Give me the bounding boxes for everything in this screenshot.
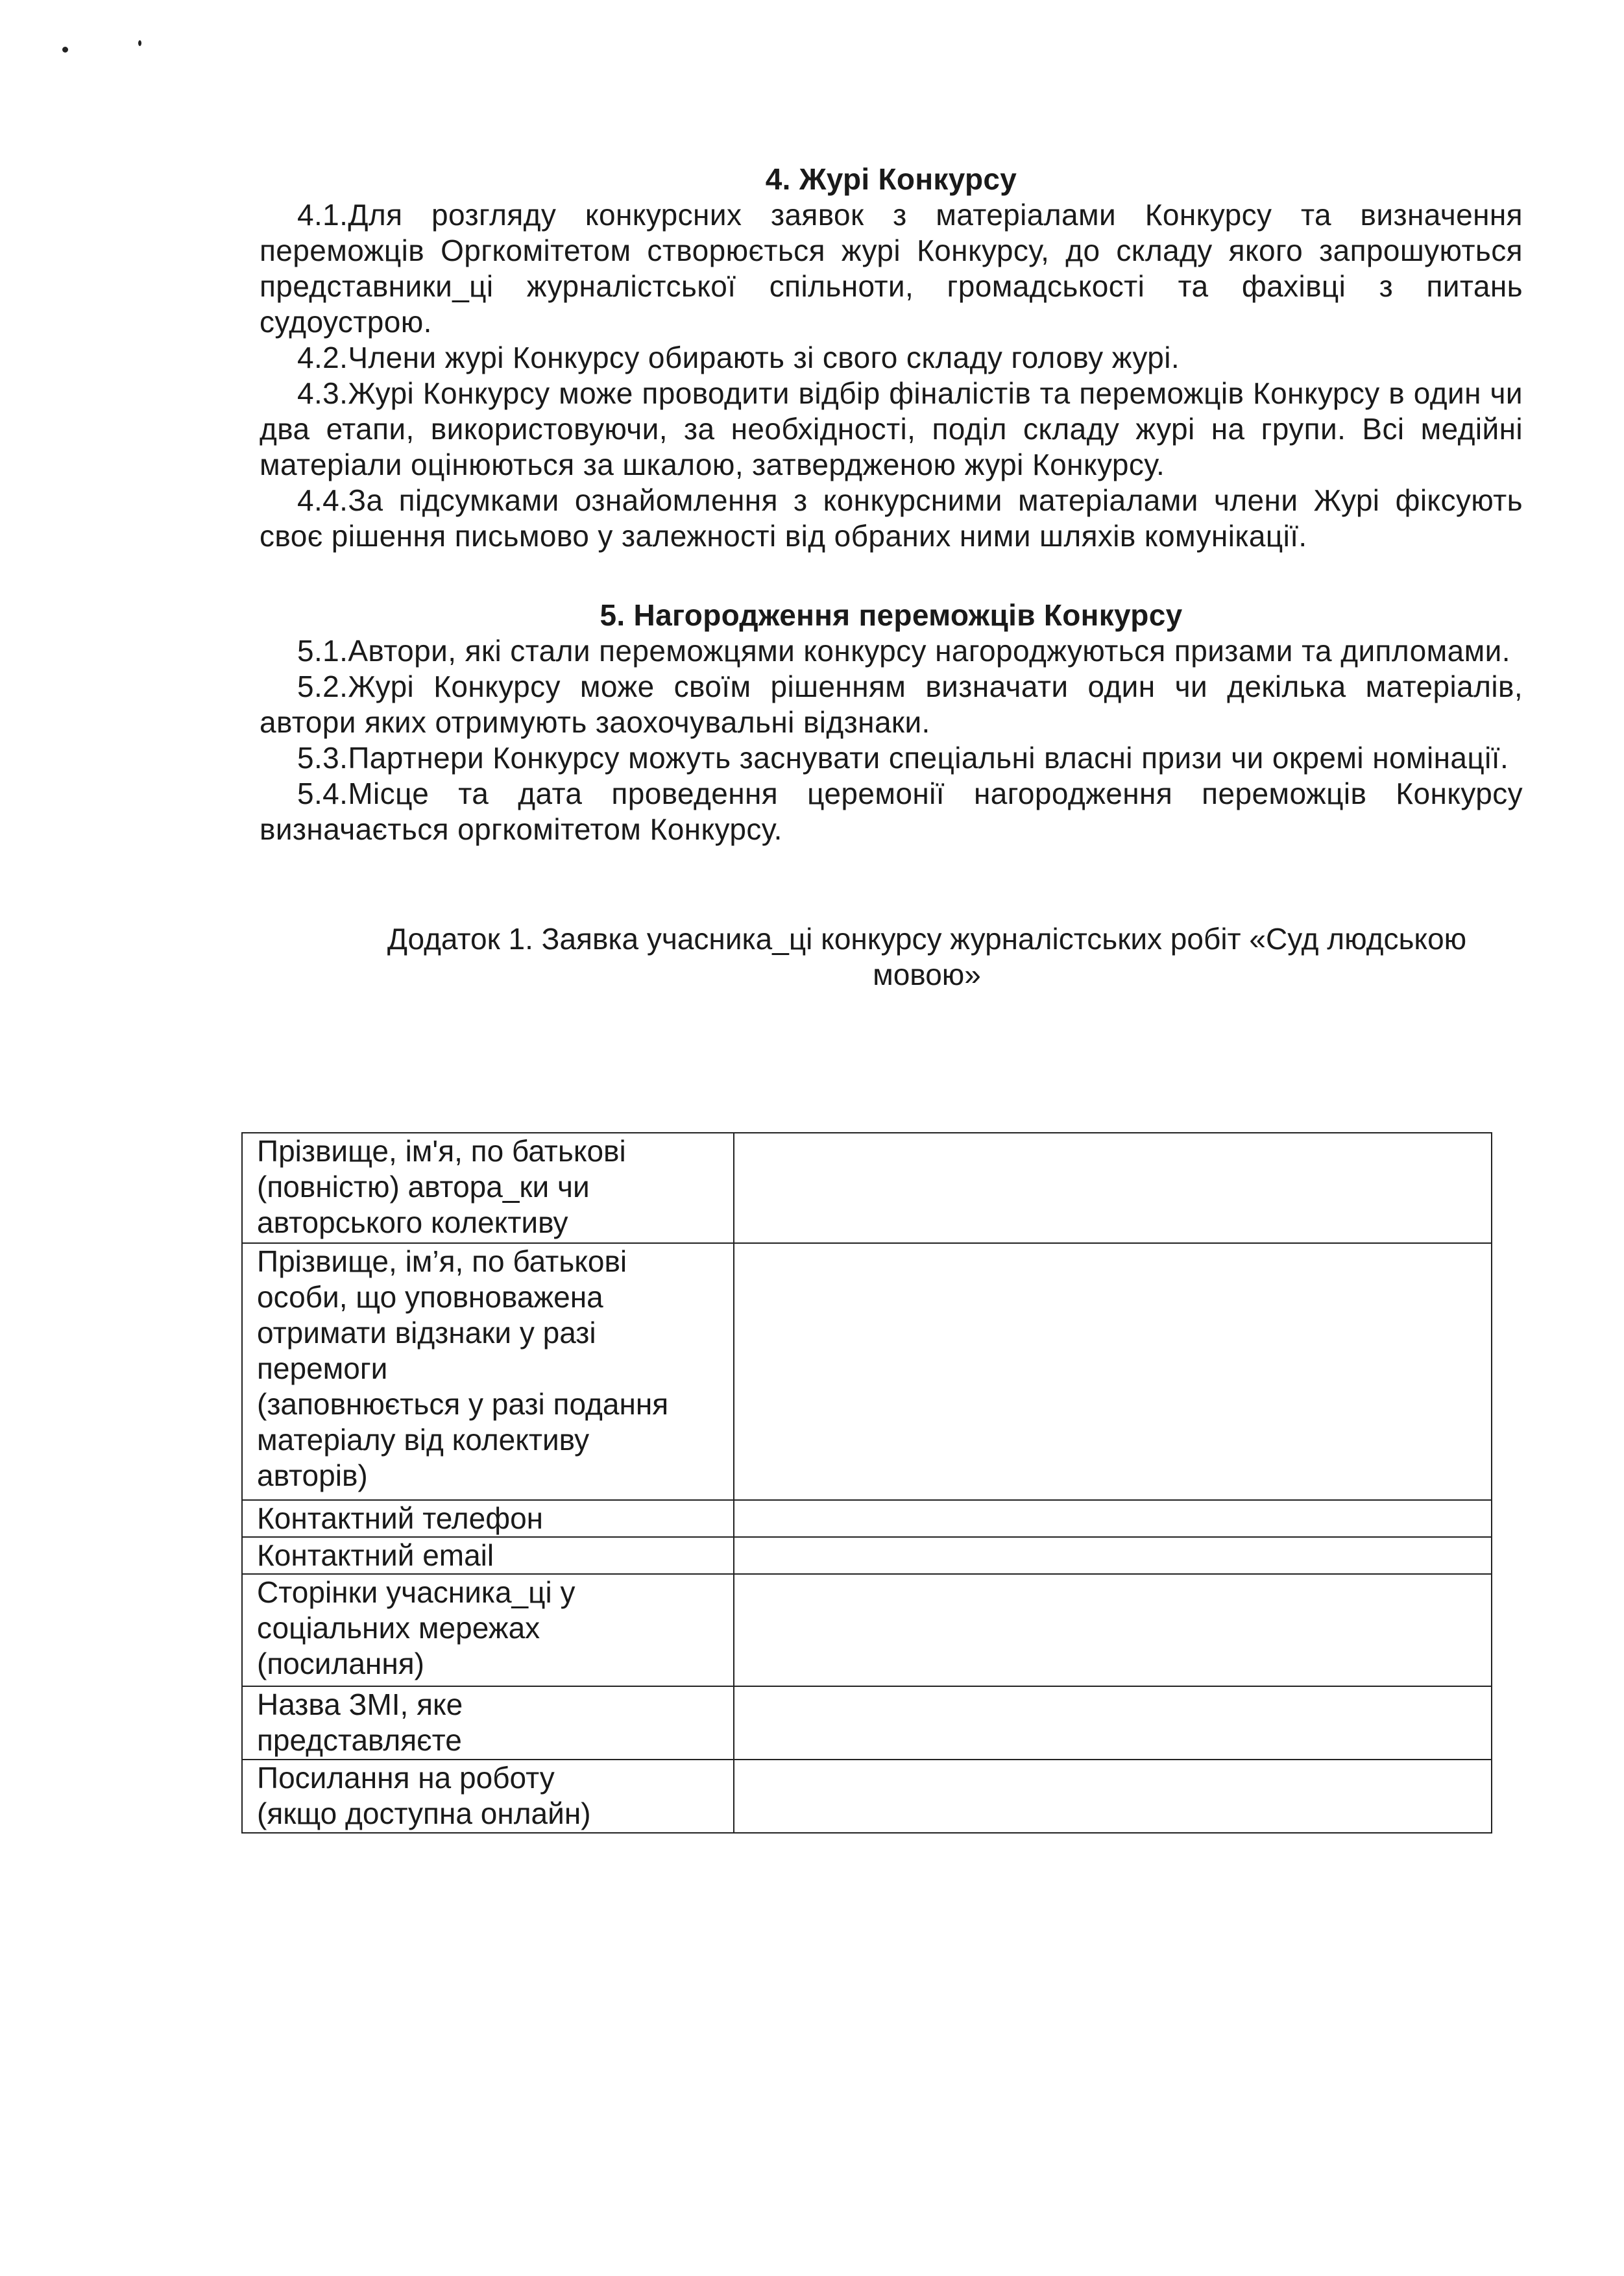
table-row bbox=[242, 1686, 1492, 1760]
form-field-label: Прізвище, ім'я, по батькові (повністю) автора_ки чи авторського колективу bbox=[242, 1133, 734, 1243]
form-field-label: Контактний email bbox=[242, 1537, 734, 1574]
appendix-title: Додаток 1. Заявка учасника_ці конкурсу журналістських робіт «Суд людською мовою» bbox=[387, 922, 1467, 991]
paragraph-4-4: 4.4.За підсумками ознайомлення з конкурсними матеріалами члени Журі фіксують своє рішення письмово у залежності від обраних ними шляхів комунікації. bbox=[260, 483, 1523, 553]
form-field-value[interactable] bbox=[734, 1243, 1492, 1500]
form-field-value[interactable] bbox=[734, 1537, 1492, 1574]
form-field-label: Сторінки учасника_ці у соціальних мережах (посилання) bbox=[242, 1574, 734, 1686]
form-field-value[interactable] bbox=[734, 1133, 1492, 1243]
form-field-label: Назва ЗМІ, яке представляєте bbox=[242, 1686, 734, 1760]
section-4-heading: 4. Журі Конкурсу bbox=[765, 162, 1017, 196]
table-row bbox=[242, 1133, 1492, 1243]
form-field-label: Контактний телефон bbox=[242, 1500, 734, 1537]
table-row bbox=[242, 1500, 1492, 1537]
section-5-heading: 5. Нагородження переможців Конкурсу bbox=[600, 598, 1183, 632]
table-row bbox=[242, 1574, 1492, 1686]
paragraph-5-1: 5.1.Автори, які стали переможцями конкурсу нагороджуються призами та дипломами. bbox=[297, 634, 1510, 668]
table-row bbox=[242, 1760, 1492, 1833]
table-row bbox=[242, 1243, 1492, 1500]
application-form-table bbox=[241, 1132, 1492, 1834]
table-row bbox=[242, 1537, 1492, 1574]
paragraph-5-2: 5.2.Журі Конкурсу може своїм рішенням визначати один чи декілька матеріалів, автори яких отримують заохочувальні відзнаки. bbox=[260, 670, 1523, 739]
document-body bbox=[260, 161, 1523, 993]
form-field-value[interactable] bbox=[734, 1574, 1492, 1686]
scan-speck bbox=[138, 40, 141, 46]
paragraph-5-4: 5.4.Місце та дата проведення церемонії нагородження переможців Конкурсу визначається оргкомітетом Конкурсу. bbox=[260, 777, 1523, 846]
form-field-value[interactable] bbox=[734, 1686, 1492, 1760]
scan-speck bbox=[62, 47, 68, 53]
form-field-value[interactable] bbox=[734, 1760, 1492, 1833]
paragraph-4-3: 4.3.Журі Конкурсу може проводити відбір фіналістів та переможців Конкурсу в один чи два етапи, використовуючи, за необхідності, поділ складу журі на групи. Всі медійні матеріали оцінюються за шкалою, затвердженою журі Конкурсу. bbox=[260, 376, 1523, 481]
paragraph-5-3: 5.3.Партнери Конкурсу можуть заснувати спеціальні власні призи чи окремі номінації. bbox=[297, 741, 1509, 775]
form-field-value[interactable] bbox=[734, 1500, 1492, 1537]
form-field-label: Посилання на роботу (якщо доступна онлайн) bbox=[242, 1760, 734, 1833]
paragraph-4-1: 4.1.Для розгляду конкурсних заявок з матеріалами Конкурсу та визначення переможців Оргкомітетом створюється журі Конкурсу, до складу якого запрошуються представники_ці журналістської спільноти, громадськості та фахівці з питань судоустрою. bbox=[260, 198, 1523, 339]
form-field-label: Прізвище, ім’я, по батькові особи, що уповноважена отримати відзнаки у разі перемоги (заповнюється у разі подання матеріалу від колективу авторів) bbox=[242, 1243, 734, 1500]
paragraph-4-2: 4.2.Члени журі Конкурсу обирають зі свого складу голову журі. bbox=[297, 341, 1180, 374]
